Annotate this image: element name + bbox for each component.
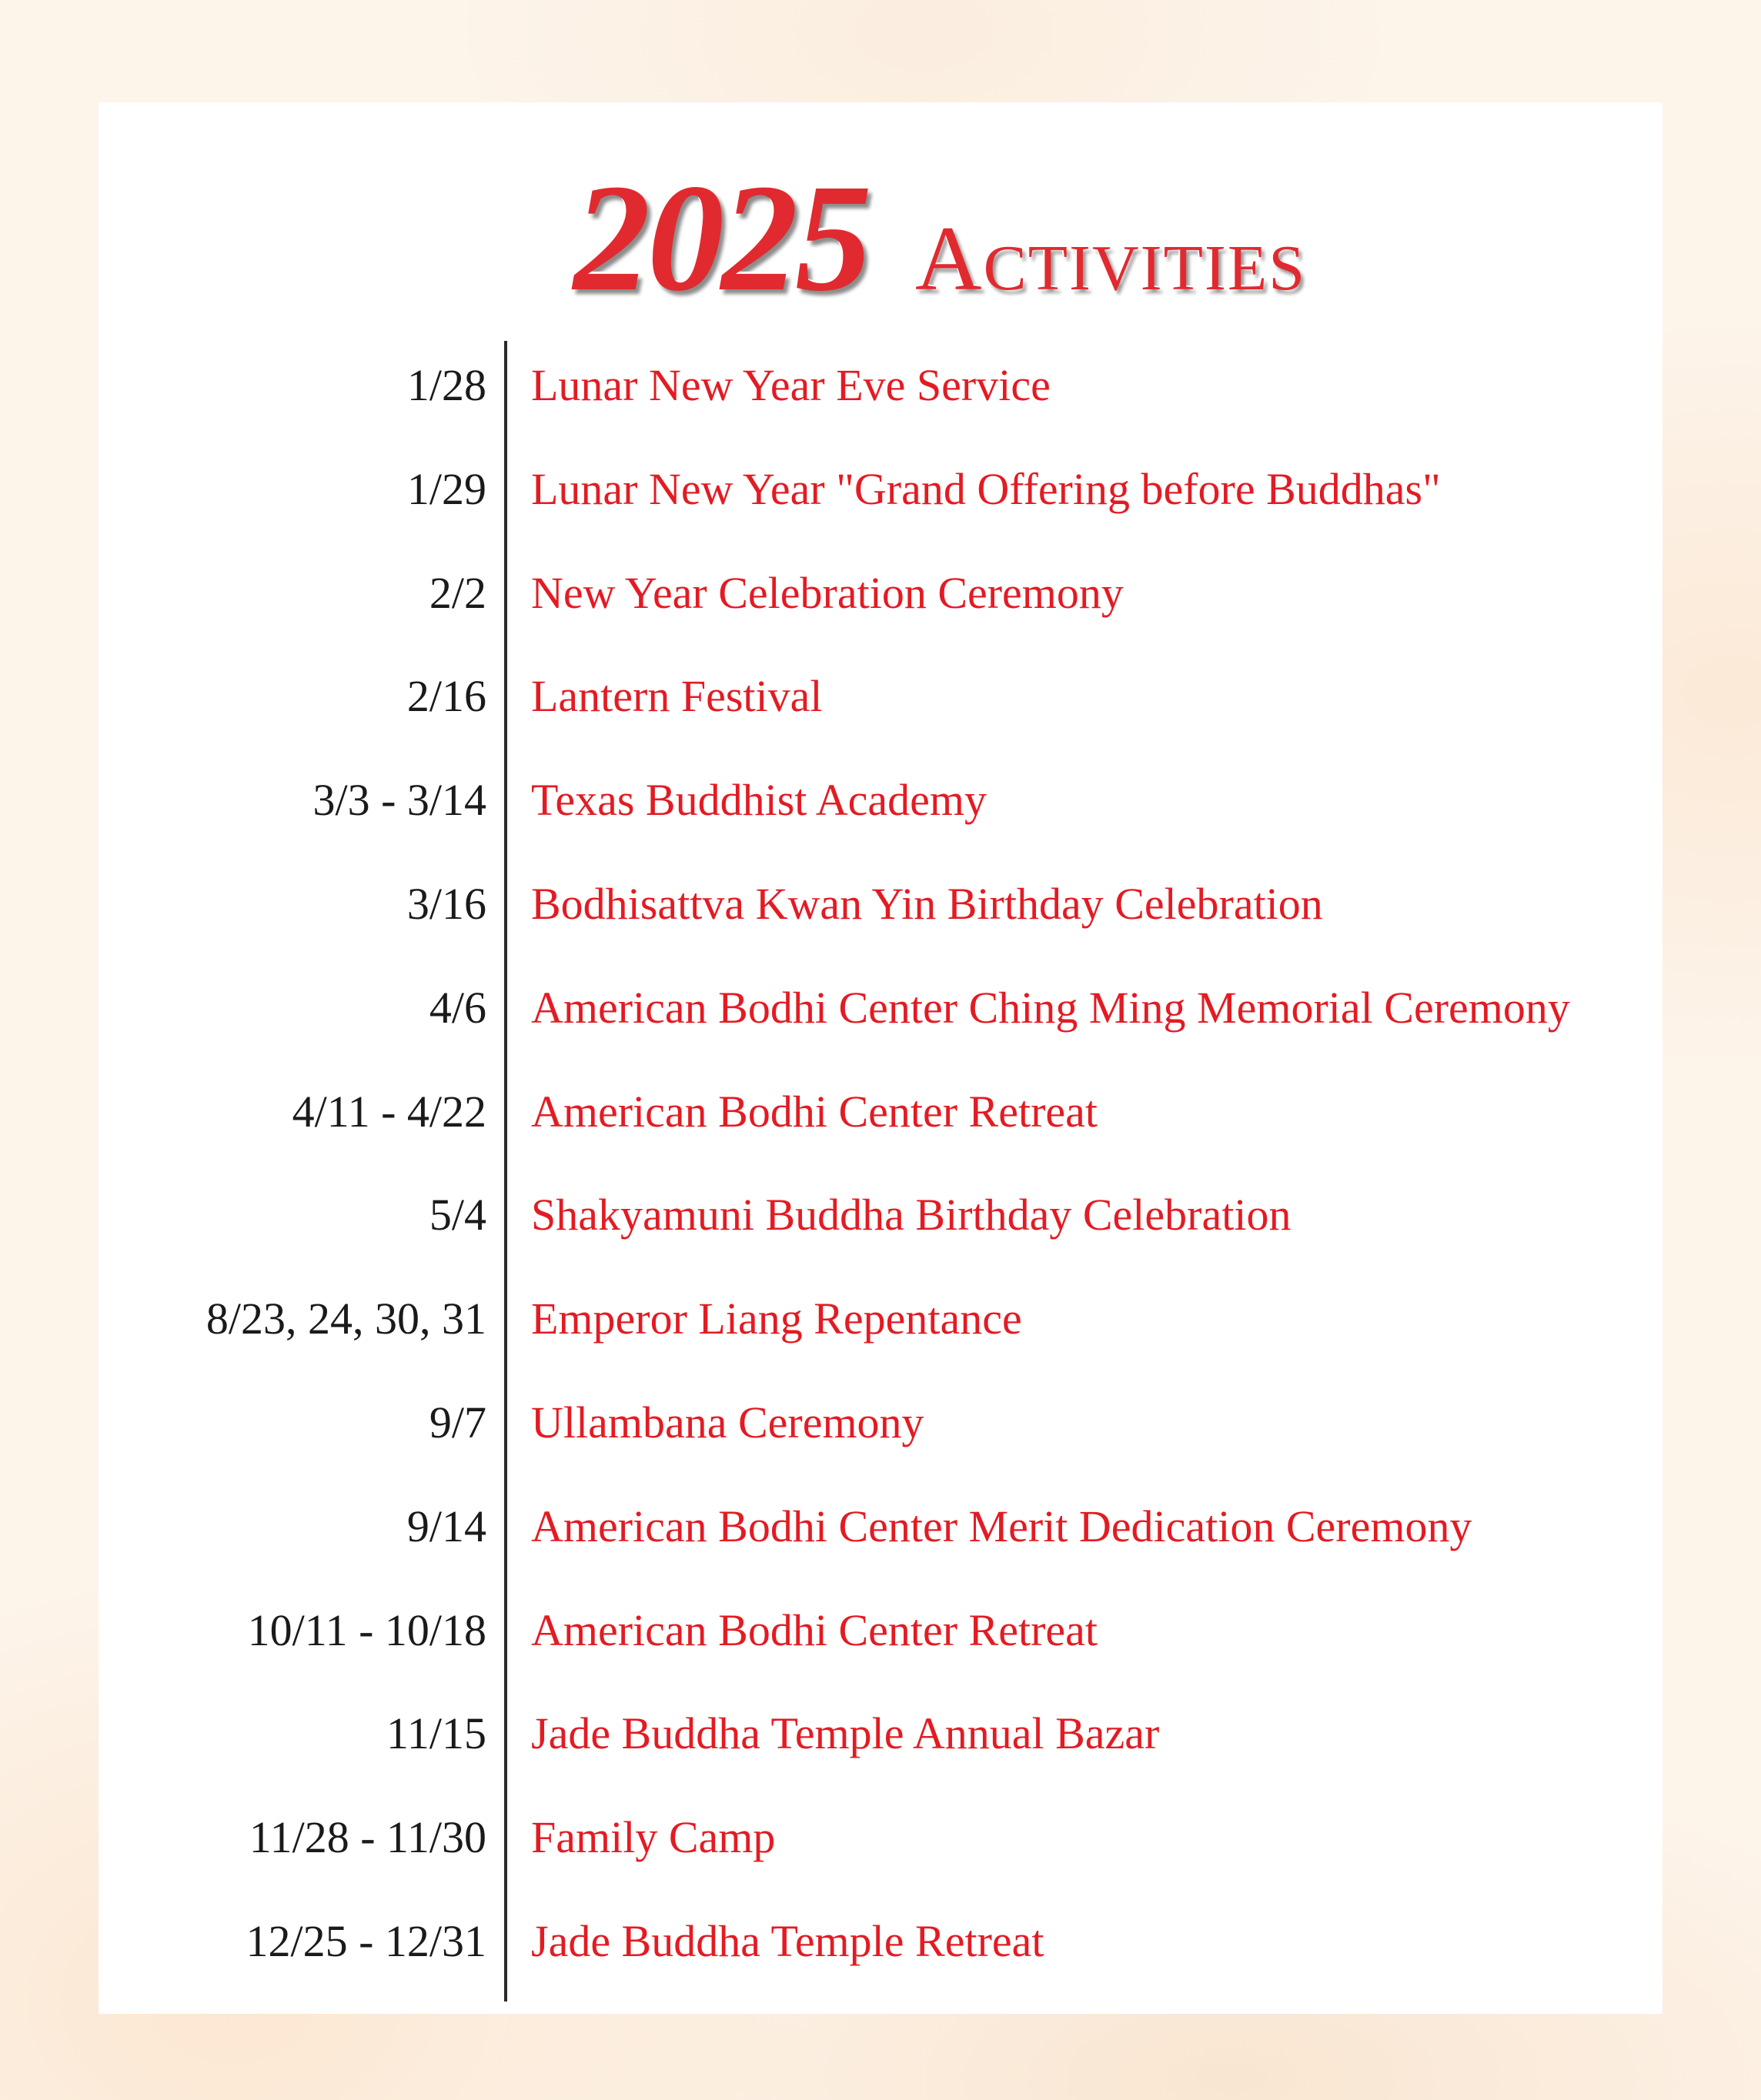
activity-date: 2/16 (406, 671, 486, 722)
activity-event: American Bodhi Center Ching Ming Memorial Ceremony (531, 982, 1570, 1033)
list-item (0, 1276, 1761, 1380)
activity-date: 10/11 - 10/18 (247, 1604, 486, 1655)
activity-event: Bodhisattva Kwan Yin Birthday Celebration (531, 878, 1323, 929)
activity-event: Texas Buddhist Academy (531, 775, 987, 826)
activity-event: Emperor Liang Repentance (531, 1294, 1022, 1344)
list-item (0, 1898, 1761, 2002)
list-item (0, 1172, 1761, 1276)
list-item (0, 342, 1761, 446)
activity-event: Lantern Festival (531, 671, 823, 722)
list-item (0, 1484, 1761, 1588)
activity-event: New Year Celebration Ceremony (531, 567, 1124, 618)
activity-date: 5/4 (429, 1190, 486, 1240)
list-item (0, 1795, 1761, 1898)
title-word: Activities (915, 207, 1306, 309)
activity-date: 9/7 (429, 1397, 486, 1447)
activity-event: Jade Buddha Temple Annual Bazar (531, 1708, 1160, 1759)
page-title (573, 153, 1306, 323)
activity-event: Lunar New Year Eve Service (531, 360, 1051, 410)
activity-event: American Bodhi Center Merit Dedication Ceremony (531, 1501, 1472, 1551)
activity-event: Ullambana Ceremony (531, 1397, 924, 1447)
activity-list (0, 342, 1761, 2002)
activity-event: Shakyamuni Buddha Birthday Celebration (531, 1190, 1292, 1240)
activity-event: American Bodhi Center Retreat (531, 1086, 1098, 1137)
list-item (0, 757, 1761, 861)
activity-event: American Bodhi Center Retreat (531, 1604, 1098, 1655)
activity-date: 9/14 (406, 1501, 486, 1551)
list-item (0, 1069, 1761, 1173)
title-year: 2025 (573, 153, 869, 323)
list-item (0, 1691, 1761, 1795)
activity-date: 12/25 - 12/31 (246, 1915, 486, 1966)
activity-date: 3/3 - 3/14 (312, 775, 486, 826)
list-item (0, 653, 1761, 757)
activity-date: 4/6 (429, 982, 486, 1033)
list-item (0, 861, 1761, 965)
activity-date: 8/23, 24, 30, 31 (206, 1294, 486, 1344)
list-item (0, 1588, 1761, 1691)
activity-event: Lunar New Year "Grand Offering before Buddhas" (531, 463, 1441, 514)
activity-date: 11/15 (386, 1708, 486, 1759)
activity-date: 1/29 (406, 463, 486, 514)
list-item (0, 446, 1761, 550)
activity-date: 4/11 - 4/22 (292, 1086, 486, 1137)
list-item (0, 965, 1761, 1069)
list-item (0, 1380, 1761, 1484)
activity-date: 1/28 (406, 360, 486, 410)
activity-event: Family Camp (531, 1812, 776, 1863)
activity-date: 3/16 (406, 878, 486, 929)
activity-event: Jade Buddha Temple Retreat (531, 1915, 1044, 1966)
list-item (0, 550, 1761, 654)
activity-date: 11/28 - 11/30 (249, 1812, 486, 1863)
activity-date: 2/2 (429, 567, 486, 618)
